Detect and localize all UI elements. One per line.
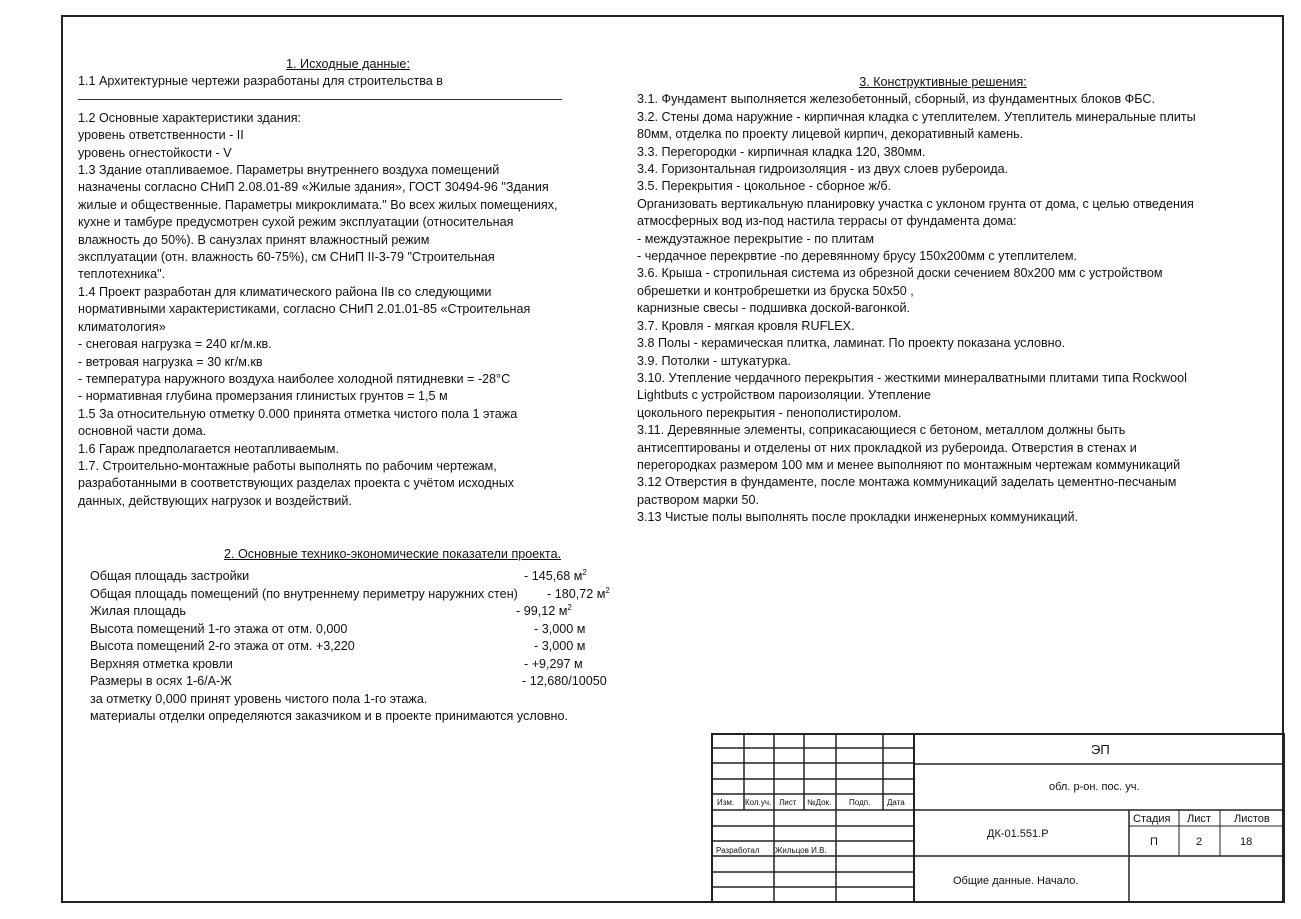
section1-line: жилые и общественные. Параметры микроклимата." Во всех жилых помещениях,: [78, 197, 558, 212]
sheets-value: 18: [1240, 836, 1253, 848]
title-block: [711, 733, 1285, 903]
section3-line: 3.1. Фундамент выполняется железобетонный, сборный, из фундаментных блоков ФБС.: [637, 92, 1155, 107]
section1-line: 1.6 Гараж предполагается неотапливаемым.: [78, 441, 339, 456]
project-code: ЭП: [1091, 742, 1110, 757]
section3-line: 80мм, отделка по проекту лицевой кирпич, декоративный камень.: [637, 127, 1024, 142]
stamp-col-header: Лист: [779, 798, 797, 807]
section1-line: кухне и тамбуре предусмотрен сухой режим эксплуатации (относительная: [78, 215, 514, 230]
sheet-value: 2: [1196, 836, 1203, 848]
section1-line: разработанными в соответствующих разделах проекта с учётом исходных: [78, 476, 515, 491]
section1-line: 1.3 Здание отапливаемое. Параметры внутреннего воздуха помещений: [78, 163, 500, 178]
indicator-label: Высота помещений 1-го этажа от отм. 0,000: [90, 621, 348, 636]
section1-line: - ветровая нагрузка = 30 кг/м.кв: [78, 354, 263, 369]
stamp-col-header: №Док.: [807, 798, 832, 807]
section1-line: - нормативная глубина промерзания глинистых грунтов = 1,5 м: [78, 389, 448, 404]
section3-line: 3.6. Крыша - стропильная система из обрезной доски сечением 80х200 мм с устройством: [637, 266, 1163, 281]
section1-line: назначены согласно СНиП 2.08.01-89 «Жилые здания», ГОСТ 30494-96 "Здания: [78, 180, 549, 195]
indicator-label: Общая площадь застройки: [90, 569, 250, 583]
section1-line: 1.4 Проект разработан для климатического района IIв со следующими: [78, 284, 492, 299]
section3-line: 3.12 Отверстия в фундаменте, после монтажа коммуникаций заделать цементно-песчаным: [637, 475, 1177, 490]
indicator-value: - 145,68 $м^2$: [524, 567, 587, 583]
section1-line: влажность до 50%). В санузлах принят влажностный режим: [78, 232, 430, 247]
section3-line: антисептированы и отделены от них прокладкой из рубероида. Отверстия в стенах и: [637, 440, 1137, 455]
section1-line: данных, действующих нагрузок и воздействий.: [78, 493, 352, 508]
section3-line: 3.4. Горизонтальная гидроизоляция - из двух слоев рубероида.: [637, 162, 1009, 177]
stamp-col-header: Подп.: [849, 798, 871, 807]
section1-line: 1.1 Архитектурные чертежи разработаны для строительства в: [78, 74, 443, 89]
section3-line: обрешетки и контробрешетки из бруска 50х50 ,: [637, 283, 914, 298]
stamp-col-header: Дата: [887, 798, 905, 807]
section-initial-data: [78, 56, 638, 510]
section1-line: основной части дома.: [78, 424, 207, 439]
section-structural-solutions: [637, 74, 1267, 527]
sheet-header: Лист: [1187, 813, 1211, 825]
indicator-label: Верхняя отметка кровли: [90, 656, 233, 671]
section3-line: 3.2. Стены дома наружние - кирпичная кладка с утеплителем. Утеплитель минеральные плиты: [637, 109, 1196, 124]
section3-line: карнизные свесы - подшивка доской-вагонкой.: [637, 301, 911, 316]
section1-line: теплотехника".: [78, 267, 166, 282]
indicator-label: Общая площадь помещений (по внутреннему периметру наружних стен): [90, 586, 518, 601]
indicator-value: - 12,680/10050: [522, 674, 607, 688]
section1-line: климатология»: [78, 319, 166, 334]
section3-line: 3.11. Деревянные элементы, соприкасающиеся с бетоном, металлом должны быть: [637, 423, 1126, 438]
sheets-header: Листов: [1234, 813, 1270, 825]
indicator-value: - +9,297 м: [524, 656, 583, 671]
section1-line: нормативными характеристиками, согласно СНиП 2.01.01-85 «Строительная: [78, 302, 531, 317]
section1-line: уровень огнестойкости - V: [78, 145, 232, 160]
indicator-label: Размеры в осях 1-6/А-Ж: [90, 674, 232, 688]
indicator-label: Жилая площадь: [90, 604, 186, 618]
section1-line: 1.2 Основные характеристики здания:: [78, 110, 302, 125]
section3-line: раствором марки 50.: [637, 492, 760, 507]
section2-heading: 2. Основные технико-экономические показатели проекта.: [224, 547, 562, 561]
section1-line: - снеговая нагрузка = 240 кг/м.кв.: [78, 337, 272, 352]
section3-line: 3.7. Кровля - мягкая кровля RUFLEX.: [637, 318, 855, 333]
section3-line: 3.5. Перекрытия - цокольное - сборное ж/б.: [637, 179, 892, 194]
section3-line: атмосферных вод из-под настила террасы от фундамента дома:: [637, 214, 1017, 229]
section3-line: 3.13 Чистые полы выполнять после прокладки инженерных коммуникаций.: [637, 510, 1079, 525]
section3-line: - междуэтажное перекрытие - по плитам: [637, 231, 875, 246]
section3-line: перегородках размером 100 мм и менее выполняют по монтажным чертежам коммуникаций: [637, 457, 1181, 472]
section3-line: 3.9. Потолки - штукатурка.: [637, 353, 791, 368]
stamp-col-header: Кол.уч.: [745, 798, 772, 807]
section3-line: 3.10. Утепление чердачного перекрытия - жесткими минералватными плитами типа Rockwool: [637, 370, 1187, 385]
developed-name: Жильцов И.В.: [775, 846, 827, 855]
indicator-value: - 3,000 м: [534, 621, 586, 636]
indicator-label: Высота помещений 2-го этажа от отм. +3,220: [90, 639, 355, 653]
section3-line: 3.3. Перегородки - кирпичная кладка 120, 380мм.: [637, 144, 926, 159]
section3-line: - чердачное перекрвтие -по деревянному брусу 150х200мм с утеплителем.: [637, 249, 1077, 264]
section3-line: Организовать вертикальную планировку участка с уклоном грунта от дома, с целью отведения: [637, 196, 1194, 211]
section3-line: цокольного перекрытия - пенополистиролом.: [637, 405, 902, 420]
indicator-value: - 99,12 $м^2$: [516, 602, 572, 618]
section3-heading: 3. Конструктивные решения:: [859, 75, 1027, 89]
section1-line: 1.7. Строительно-монтажные работы выполнять по рабочим чертежам,: [78, 458, 497, 473]
stage-header: Стадия: [1133, 813, 1171, 825]
section1-heading: 1. Исходные данные:: [286, 57, 410, 71]
project-location: обл. р-он. пос. уч.: [1049, 781, 1140, 793]
section1-line: - температура наружного воздуха наиболее холодной пятидневки = -28°С: [78, 371, 511, 386]
blank-fill-line: [78, 91, 562, 100]
document-number: ДК-01.551.Р: [987, 828, 1049, 840]
indicator-value: - 180,72 $м^2$: [547, 585, 610, 601]
section1-line: уровень ответственности - II: [78, 128, 244, 143]
indicator-note: за отметку 0,000 принят уровень чистого пола 1-го этажа.: [90, 691, 428, 706]
section1-line: 1.5 За относительную отметку 0.000 принята отметка чистого пола 1 этажа: [78, 406, 518, 421]
indicator-note: материалы отделки определяются заказчиком и в проекте принимаются условно.: [90, 709, 568, 723]
section1-line: эксплуатации (отн. влажность 60-75%), см СНиП II-3-79 "Строительная: [78, 250, 495, 265]
stamp-col-header: Изм.: [717, 798, 735, 807]
section3-line: 3.8 Полы - керамическая плитка, ламинат. По проекту показана условно.: [637, 336, 1066, 351]
section3-line: Lightbuts с устройством пароизоляции. Утепление: [637, 388, 931, 403]
developed-label: Разработал: [716, 846, 760, 855]
indicator-value: - 3,000 м: [534, 639, 586, 653]
stage-value: П: [1150, 836, 1158, 848]
sheet-title: Общие данные. Начало.: [953, 875, 1079, 887]
